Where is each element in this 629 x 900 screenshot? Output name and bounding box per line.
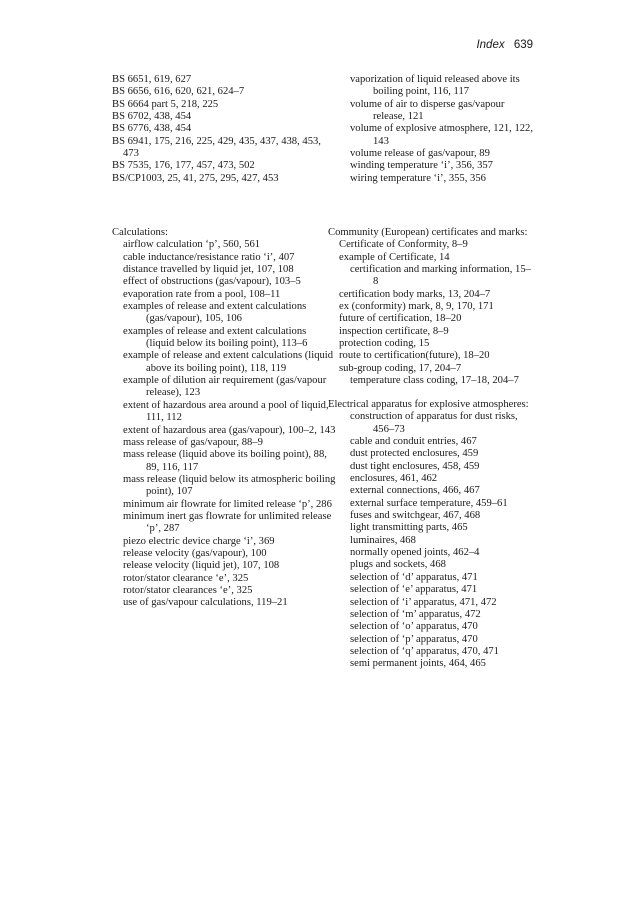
index-entry: plugs and sockets, 468 <box>350 559 446 571</box>
index-entry: use of gas/vapour calculations, 119–21 <box>123 597 288 609</box>
running-header <box>476 39 533 51</box>
index-entry: external surface temperature, 459–61 <box>350 497 508 509</box>
index-entry: construction of apparatus for dust risks, 456–73 <box>350 411 518 435</box>
index-entry: vaporization of liquid released above its boiling point, 116, 117 <box>350 74 520 98</box>
index-entry: light transmitting parts, 465 <box>350 522 468 534</box>
index-entry: wiring temperature ‘i’, 355, 356 <box>350 172 486 184</box>
index-entry: extent of hazardous area (gas/vapour), 100–2, 143 <box>123 424 336 436</box>
index-entry: rotor/stator clearances ‘e’, 325 <box>123 584 253 596</box>
index-entry: volume of explosive atmosphere, 121, 122, 143 <box>350 123 534 147</box>
index-entry: effect of obstructions (gas/vapour), 103–5 <box>123 276 301 288</box>
index-heading: Community (European) certificates and marks: <box>328 227 528 238</box>
index-entry: release velocity (liquid jet), 107, 108 <box>123 560 280 572</box>
index-entry: mass release (liquid below its atmospheric boiling point), 107 <box>123 473 336 498</box>
index-entry: selection of ‘p’ apparatus, 470 <box>350 633 478 645</box>
index-entry: dust tight enclosures, 458, 459 <box>350 460 480 472</box>
index-entry: example of dilution air requirement (gas/vapour release), 123 <box>123 375 327 399</box>
index-entry: route to certification(future), 18–20 <box>339 350 490 362</box>
index-entry: certification and marking information, 15–8 <box>350 264 531 288</box>
index-entry: dust protected enclosures, 459 <box>350 448 479 460</box>
index-entry: volume release of gas/vapour, 89 <box>350 148 490 160</box>
index-entry: mass release of gas/vapour, 88–9 <box>123 436 263 448</box>
index-heading: BS 6656, 616, 620, 621, 624–7 <box>112 86 245 98</box>
index-heading: BS 6664 part 5, 218, 225 <box>112 98 219 110</box>
index-entry: winding temperature ‘i’, 356, 357 <box>350 160 493 172</box>
index-entry: release velocity (gas/vapour), 100 <box>123 547 267 559</box>
index-entry: piezo electric device charge ‘i’, 369 <box>123 535 275 547</box>
index-entry: future of certification, 18–20 <box>339 313 462 325</box>
index-entry: cable and conduit entries, 467 <box>350 436 477 448</box>
index-heading: Electrical apparatus for explosive atmospheres: <box>328 399 529 410</box>
index-entry: selection of ‘m’ apparatus, 472 <box>350 608 481 620</box>
index-entry: examples of release and extent calculations (gas/vapour), 105, 106 <box>123 301 307 325</box>
index-entry: minimum air flowrate for limited release ‘p’, 286 <box>123 498 332 510</box>
index-entry: mass release (liquid above its boiling point), 88, 89, 116, 117 <box>123 449 327 473</box>
index-entry: certification body marks, 13, 204–7 <box>339 288 491 300</box>
index-entry: selection of ‘e’ apparatus, 471 <box>350 584 478 596</box>
index-entry: examples of release and extent calculations (liquid below its boiling point), 113–6 <box>123 325 308 350</box>
index-entry: luminaires, 468 <box>350 534 416 546</box>
index-entry: extent of hazardous area around a pool of liquid, 111, 112 <box>123 399 329 424</box>
index-entry: Certificate of Conformity, 8–9 <box>339 239 468 251</box>
index-entry: selection of ‘q’ apparatus, 470, 471 <box>350 645 499 657</box>
running-header-word: Index <box>476 39 505 51</box>
index-block-calc-continued <box>328 74 533 185</box>
index-entry: ex (conformity) mark, 8, 9, 170, 171 <box>339 301 494 313</box>
index-heading: BS 6651, 619, 627 <box>112 74 192 85</box>
index-entry: external connections, 466, 467 <box>350 485 480 497</box>
index-entry: protection coding, 15 <box>339 338 430 350</box>
index-entry: volume of air to disperse gas/vapour release, 121 <box>350 98 505 123</box>
index-entry: temperature class coding, 17–18, 204–7 <box>350 375 519 387</box>
index-entry: rotor/stator clearance ‘e’, 325 <box>123 572 249 584</box>
page-number: 639 <box>513 39 533 51</box>
index-heading: BS 7535, 176, 177, 457, 473, 502 <box>112 160 255 172</box>
index-entry: inspection certificate, 8–9 <box>339 325 449 337</box>
index-entry: example of release and extent calculations (liquid above its boiling point), 118, 119 <box>123 350 334 374</box>
index-entry: airflow calculation ‘p’, 560, 561 <box>123 239 261 251</box>
index-block-community <box>328 227 533 387</box>
index-entry: enclosures, 461, 462 <box>350 473 438 485</box>
index-entry: selection of ‘d’ apparatus, 471 <box>350 571 478 583</box>
index-entry: sub-group coding, 17, 204–7 <box>339 362 462 374</box>
index-block-calculations <box>112 227 337 610</box>
index-entry: cable inductance/resistance ratio ‘i’, 407 <box>123 251 295 263</box>
index-entry: minimum inert gas flowrate for unlimited release ‘p’, 287 <box>123 510 332 535</box>
index-heading: Calculations: <box>112 227 168 238</box>
index-entry: selection of ‘i’ apparatus, 471, 472 <box>350 596 497 608</box>
index-entry: example of Certificate, 14 <box>339 251 450 263</box>
index-block-bs <box>112 74 337 185</box>
index-block-electrical <box>328 399 533 671</box>
index-entry: semi permanent joints, 464, 465 <box>350 658 486 670</box>
index-entry: normally opened joints, 462–4 <box>350 547 480 559</box>
index-heading: BS 6941, 175, 216, 225, 429, 435, 437, 438, 453, 473 <box>112 135 321 160</box>
index-heading: BS 6776, 438, 454 <box>112 123 192 135</box>
index-entry: distance travelled by liquid jet, 107, 108 <box>123 264 294 276</box>
index-entry: evaporation rate from a pool, 108–11 <box>123 288 281 300</box>
index-heading: BS/CP1003, 25, 41, 275, 295, 427, 453 <box>112 172 279 184</box>
index-heading: BS 6702, 438, 454 <box>112 111 192 123</box>
index-entry: fuses and switchgear, 467, 468 <box>350 510 481 522</box>
index-entry: selection of ‘o’ apparatus, 470 <box>350 621 478 633</box>
